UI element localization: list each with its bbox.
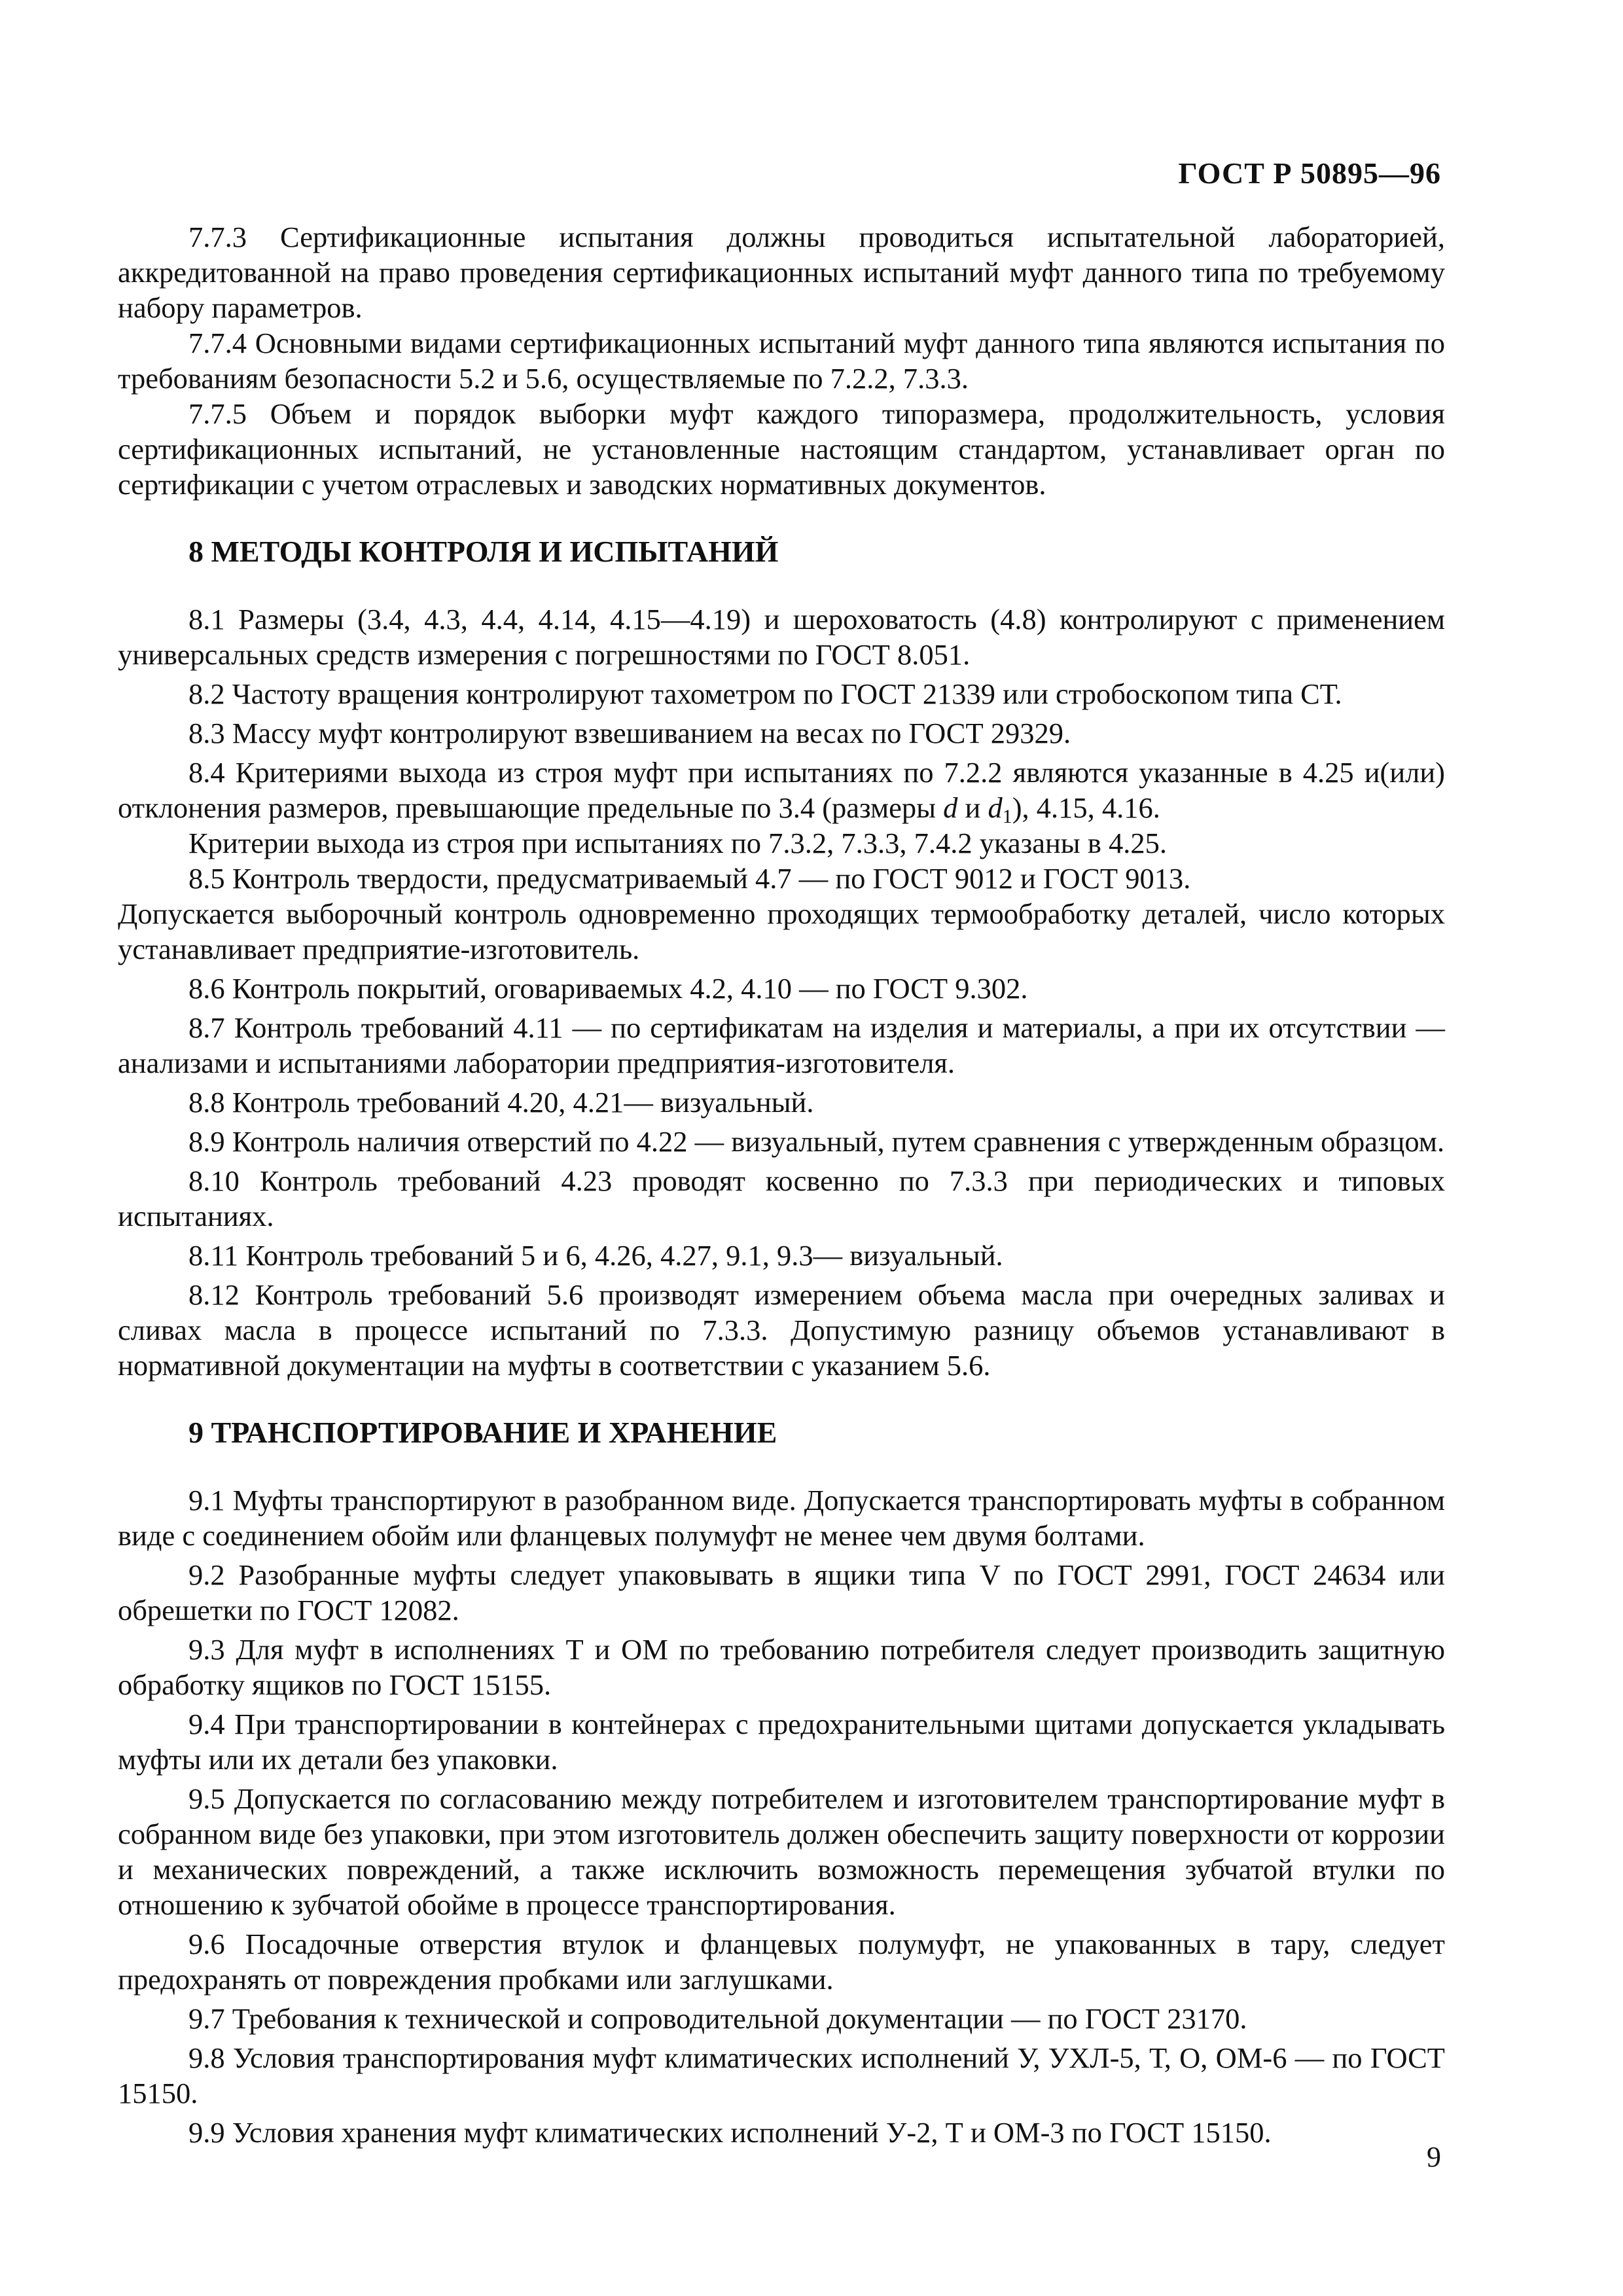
clause-9-6: 9.6 Посадочные отверстия втулок и фланцевых полумуфт, не упакованных в тару, следует предохранять от повреждения пробками или заглушками. <box>118 1928 1445 1996</box>
clause-8-9: 8.9 Контроль наличия отверстий по 4.22 — визуальный, путем сравнения с утвержденным образцом. <box>188 1125 1445 1158</box>
clause-8-5: 8.5 Контроль твердости, предусматриваемый 4.7 — по ГОСТ 9012 и ГОСТ 9013. <box>188 862 1191 895</box>
page-number: 9 <box>1427 2141 1441 2173</box>
clause-7-7-4: 7.7.4 Основными видами сертификационных испытаний муфт данного типа являются испытания по требованиям безопасности 5.2 и 5.6, осуществляемые по 7.2.2, 7.3.3. <box>118 327 1445 395</box>
clause-9-9: 9.9 Условия хранения муфт климатических исполнений У-2, Т и ОМ-3 по ГОСТ 15150. <box>188 2116 1272 2149</box>
clause-7-7-5: 7.7.5 Объем и порядок выборки муфт каждого типоразмера, продолжительность, условия сертификационных испытаний, не установленные настоящим стандартом, устанавливает орган по сертификации с учетом отраслевых и заводских нормативных документов. <box>118 397 1445 501</box>
section-8-heading: 8 МЕТОДЫ КОНТРОЛЯ И ИСПЫТАНИЙ <box>188 535 779 568</box>
symbol-d1-subscript: 1 <box>1002 806 1012 827</box>
clause-8-12: 8.12 Контроль требований 5.6 производят измерением объема масла при очередных заливах и сливах масла в процессе испытаний по 7.3.3. Допустимую разницу объемов устанавливают в нормативной документации на муфты в соответствии с указанием 5.6. <box>118 1278 1445 1382</box>
document-header: ГОСТ Р 50895—96 <box>1178 156 1441 190</box>
clause-9-1: 9.1 Муфты транспортируют в разобранном виде. Допускается транспортировать муфты в собранном виде с соединением обойм или фланцевых полумуфт не менее чем двумя болтами. <box>118 1484 1445 1552</box>
clause-9-4: 9.4 При транспортировании в контейнерах с предохранительными щитами допускается укладывать муфты или их детали без упаковки. <box>118 1708 1445 1776</box>
clause-9-2: 9.2 Разобранные муфты следует упаковывать в ящики типа V по ГОСТ 2991, ГОСТ 24634 или обрешетки по ГОСТ 12082. <box>118 1558 1445 1626</box>
clause-8-4-text-a: 8.4 Критериями выхода из строя муфт при испытаниях по 7.2.2 являются указанные в 4.25 и(или) отклонения размеров, превышающие предельные по 3.4 (размеры <box>118 756 1445 824</box>
section-9-heading: 9 ТРАНСПОРТИРОВАНИЕ И ХРАНЕНИЕ <box>188 1416 777 1449</box>
document-body <box>118 219 1445 2150</box>
clause-8-8: 8.8 Контроль требований 4.20, 4.21— визуальный. <box>188 1086 814 1119</box>
symbol-d: d <box>943 791 958 824</box>
clause-8-11: 8.11 Контроль требований 5 и 6, 4.26, 4.27, 9.1, 9.3— визуальный. <box>188 1239 1003 1272</box>
clause-8-4-criteria: Критерии выхода из строя при испытаниях по 7.3.2, 7.3.3, 7.4.2 указаны в 4.25. <box>188 827 1167 859</box>
clause-8-4-and: и <box>957 791 988 824</box>
clause-9-7: 9.7 Требования к технической и сопроводительной документации — по ГОСТ 23170. <box>188 2002 1247 2035</box>
symbol-d1: d <box>988 791 1003 824</box>
clause-8-10: 8.10 Контроль требований 4.23 проводят косвенно по 7.3.3 при периодических и типовых испытаниях. <box>118 1164 1445 1232</box>
clause-8-5-note: Допускается выборочный контроль одновременно проходящих термообработку деталей, число которых устанавливает предприятие-изготовитель. <box>118 897 1445 965</box>
clause-8-1: 8.1 Размеры (3.4, 4.3, 4.4, 4.14, 4.15—4.19) и шероховатость (4.8) контролируют с применением универсальных средств измерения с погрешностями по ГОСТ 8.051. <box>118 603 1445 671</box>
clause-7-7-3: 7.7.3 Сертификационные испытания должны проводиться испытательной лабораторией, аккредитованной на право проведения сертификационных испытаний муфт данного типа по требуемому набору параметров. <box>118 221 1445 324</box>
clause-9-5: 9.5 Допускается по согласованию между потребителем и изготовителем транспортирование муфт в собранном виде без упаковки, при этом изготовитель должен обеспечить защиту поверхности от коррозии и механических повреждений, а также исключить возможность перемещения зубчатой втулки по отношению к зубчатой обойме в процессе транспортирования. <box>118 1782 1445 1921</box>
clause-8-3: 8.3 Массу муфт контролируют взвешиванием на весах по ГОСТ 29329. <box>188 717 1071 749</box>
clause-8-4-text-b: ), 4.15, 4.16. <box>1012 791 1160 824</box>
clause-9-8: 9.8 Условия транспортирования муфт климатических исполнений У, УХЛ-5, Т, О, ОМ-6 — по ГОСТ 15150. <box>118 2041 1445 2109</box>
clause-8-6: 8.6 Контроль покрытий, оговариваемых 4.2, 4.10 — по ГОСТ 9.302. <box>188 972 1028 1005</box>
clause-8-4 <box>118 755 1445 825</box>
clause-8-7: 8.7 Контроль требований 4.11 — по сертификатам на изделия и материалы, а при их отсутствии — анализами и испытаниями лаборатории предприятия-изготовителя. <box>118 1011 1445 1079</box>
clause-9-3: 9.3 Для муфт в исполнениях Т и ОМ по требованию потребителя следует производить защитную обработку ящиков по ГОСТ 15155. <box>118 1633 1445 1701</box>
clause-8-2: 8.2 Частоту вращения контролируют тахометром по ГОСТ 21339 или стробоскопом типа СТ. <box>188 677 1342 710</box>
